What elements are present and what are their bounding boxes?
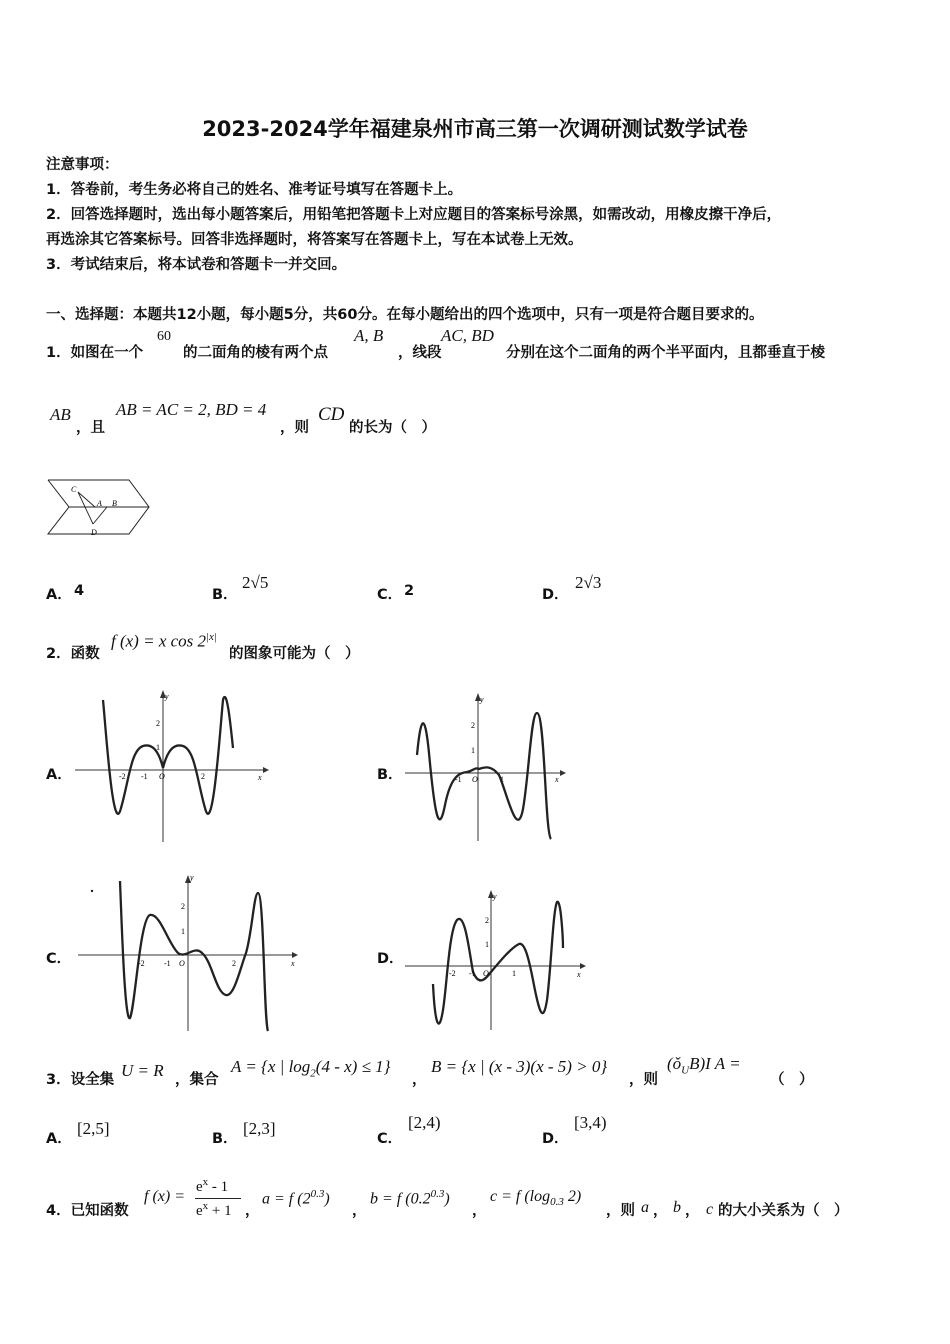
q3-math-set-b: B = {x | (x - 3)(x - 5) > 0} bbox=[431, 1057, 608, 1076]
q3-math-set-a: A = {x | $\log_2(4 - x) \le 1$} bbox=[231, 1057, 391, 1080]
q3-option-b-label[interactable]: B． bbox=[212, 1131, 238, 1147]
graph-a-x-label: x bbox=[258, 773, 262, 782]
q1-math-lengths: AB = AC = 2, BD = 4 bbox=[116, 400, 267, 419]
q3-text-2: ，集合 bbox=[175, 1072, 219, 1088]
fig-label-b: B bbox=[112, 499, 117, 508]
graph-d-tick-2: 2 bbox=[485, 916, 489, 925]
q4-text-3: 的大小关系为（ ） bbox=[718, 1203, 849, 1219]
q2-option-c-label[interactable]: C． bbox=[46, 951, 72, 967]
fig-label-d: D bbox=[91, 528, 97, 537]
graph-d-x-label: x bbox=[577, 970, 581, 979]
q2-graph-c[interactable] bbox=[78, 873, 303, 1033]
q4-math-b: b = f $(0.2^{0.3})$ bbox=[370, 1188, 450, 1208]
q1-option-b-label[interactable]: B． bbox=[212, 587, 238, 603]
q2-graph-b[interactable] bbox=[405, 693, 570, 843]
q1-text-1: 1．如图在一个 bbox=[46, 345, 144, 361]
graph-c-tick-m2: -2 bbox=[138, 959, 145, 968]
q3-text-5: （ ） bbox=[770, 1072, 814, 1088]
q2-option-d-label[interactable]: D． bbox=[377, 951, 404, 967]
notice-heading: 注意事项： bbox=[46, 157, 119, 173]
q4-text-1: 4．已知函数 bbox=[46, 1203, 129, 1219]
notice-item-2: 2．回答选择题时，选出每小题答案后，用铅笔把答题卡上对应题目的答案标号涂黑，如需改动，用橡皮擦干净后， bbox=[46, 207, 782, 223]
q3-math-expr: $(ǒ_UB)I$ A = bbox=[667, 1054, 741, 1077]
graph-a-origin: O bbox=[159, 772, 165, 781]
q4-text-2: ，则 bbox=[606, 1203, 635, 1219]
q1-math-ab: AB bbox=[50, 405, 71, 424]
q1-option-a-label[interactable]: A． bbox=[46, 587, 72, 603]
graph-a-tick-m1: -1 bbox=[141, 772, 148, 781]
q3-option-b-value: [2,3] bbox=[243, 1119, 276, 1138]
q1-text-7: 的长为（ ） bbox=[349, 420, 436, 436]
q1-option-a-value: 4 bbox=[74, 583, 85, 599]
q4-math-c: c = f ($\log_{0.3}$ 2) bbox=[490, 1188, 582, 1209]
graph-c-tick-2x: 2 bbox=[232, 959, 236, 968]
section-heading: 一、选择题：本题共12小题，每小题5分，共60分。在每小题给出的四个选项中，只有一项是符合题目要求的。 bbox=[46, 307, 764, 323]
q4-math-numerator: $e^x - 1$ bbox=[196, 1176, 229, 1195]
q3-option-d-value: [3,4) bbox=[574, 1113, 607, 1132]
graph-a-y-label: y bbox=[165, 692, 169, 701]
fig-label-a: A bbox=[97, 499, 102, 508]
graph-d-tick-1x: 1 bbox=[512, 969, 516, 978]
fig-label-c: C bbox=[71, 485, 77, 494]
q4-math-a: a = f $(2^{0.3})$ bbox=[262, 1188, 330, 1208]
dihedral-angle-figure bbox=[45, 478, 155, 540]
graph-b-origin: O bbox=[472, 775, 478, 784]
graph-c-tick-m1: -1 bbox=[164, 959, 171, 968]
q4-var-c: c bbox=[706, 1201, 714, 1218]
graph-d-tick-m1: -1 bbox=[469, 969, 476, 978]
q1-option-b-value: 2√5 bbox=[242, 573, 269, 592]
q1-math-points: A, B bbox=[354, 326, 384, 345]
graph-a-tick-2x: 2 bbox=[201, 772, 205, 781]
q1-option-c-label[interactable]: C． bbox=[377, 587, 403, 603]
q2-text-2: 的图象可能为（ ） bbox=[229, 646, 360, 662]
q1-math-cd: CD bbox=[318, 404, 345, 425]
q3-option-c-label[interactable]: C． bbox=[377, 1131, 403, 1147]
graph-c-x-label: x bbox=[291, 959, 295, 968]
q3-option-a-value: [2,5] bbox=[77, 1119, 110, 1138]
q4-sep-3: ， bbox=[472, 1203, 487, 1219]
q1-text-4: 分别在这个二面角的两个半平面内，且都垂直于棱 bbox=[506, 345, 825, 361]
page-title: 2023-2024学年福建泉州市高三第一次调研测试数学试卷 bbox=[202, 117, 748, 141]
graph-b-y-label: y bbox=[480, 695, 484, 704]
q1-option-d-value: 2√3 bbox=[575, 573, 602, 592]
q4-sep-4: ， bbox=[653, 1203, 668, 1219]
q1-text-3: ，线段 bbox=[398, 345, 442, 361]
q2-math-func: f (x) = x $\cos 2^{|x|}$ bbox=[111, 631, 217, 651]
q3-option-a-label[interactable]: A． bbox=[46, 1131, 72, 1147]
graph-c-tick-1: 1 bbox=[181, 927, 185, 936]
notice-item-2-cont: 再选涂其它答案标号。回答非选择题时，将答案写在答题卡上，写在本试卷上无效。 bbox=[46, 232, 583, 248]
q1-math-segments: AC, BD bbox=[441, 326, 494, 345]
q4-var-a: a bbox=[641, 1199, 649, 1216]
graph-c-origin: O bbox=[179, 959, 185, 968]
graph-b-tick-m1: -1 bbox=[455, 775, 462, 784]
q2-text-1: 2．函数 bbox=[46, 646, 100, 662]
graph-c-y-label: y bbox=[190, 873, 194, 882]
graph-d-y-label: y bbox=[493, 892, 497, 901]
q1-text-2: 的二面角的棱有两个点 bbox=[183, 345, 328, 361]
q3-text-4: ，则 bbox=[629, 1072, 658, 1088]
graph-a-tick-1: 1 bbox=[156, 743, 160, 752]
q4-sep-2: ， bbox=[352, 1203, 367, 1219]
q2-graph-d[interactable] bbox=[405, 890, 590, 1035]
q4-sep-1: ， bbox=[245, 1203, 260, 1219]
graph-a-tick-m2: -2 bbox=[119, 772, 126, 781]
graph-b-tick-1: 1 bbox=[471, 746, 475, 755]
q1-option-d-label[interactable]: D． bbox=[542, 587, 569, 603]
graph-c-tick-2: 2 bbox=[181, 902, 185, 911]
q1-option-c-value: 2 bbox=[404, 583, 415, 599]
graph-b-x-label: x bbox=[555, 775, 559, 784]
q4-fraction-bar bbox=[195, 1198, 241, 1199]
graph-a-tick-2: 2 bbox=[156, 719, 160, 728]
q2-option-a-label[interactable]: A． bbox=[46, 767, 72, 783]
q4-math-denominator: $e^x + 1$ bbox=[196, 1200, 232, 1219]
q3-option-c-value: [2,4) bbox=[408, 1113, 441, 1132]
q4-math-f: f (x) = bbox=[144, 1188, 185, 1205]
q4-var-b: b bbox=[673, 1199, 681, 1216]
q2-option-b-label[interactable]: B． bbox=[377, 767, 403, 783]
q1-math-angle: 60 bbox=[157, 329, 171, 344]
notice-item-3: 3．考试结束后，将本试卷和答题卡一并交回。 bbox=[46, 257, 347, 273]
graph-d-tick-1: 1 bbox=[485, 940, 489, 949]
graph-b-tick-2: 2 bbox=[471, 721, 475, 730]
q1-text-6: ，则 bbox=[280, 420, 309, 436]
q3-option-d-label[interactable]: D． bbox=[542, 1131, 569, 1147]
graph-b-tick-1x: 1 bbox=[500, 775, 504, 784]
graph-d-tick-m2: -2 bbox=[449, 969, 456, 978]
q4-sep-5: ， bbox=[685, 1203, 700, 1219]
q1-text-5: ，且 bbox=[76, 420, 105, 436]
q3-text-3: ， bbox=[412, 1072, 427, 1088]
q2-graph-a[interactable] bbox=[75, 690, 270, 845]
graph-d-origin: O bbox=[483, 969, 489, 978]
notice-item-1: 1．答卷前，考生务必将自己的姓名、准考证号填写在答题卡上。 bbox=[46, 182, 463, 198]
q3-text-1: 3．设全集 bbox=[46, 1072, 115, 1088]
q3-math-universe: U = R bbox=[121, 1061, 164, 1080]
